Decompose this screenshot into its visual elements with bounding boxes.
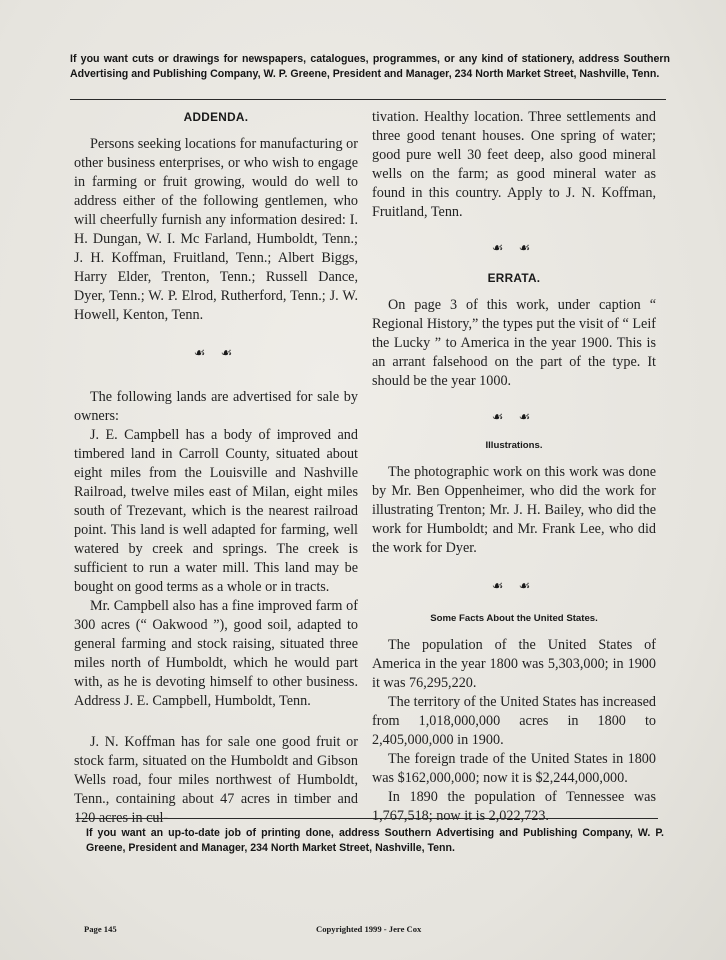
right-column	[372, 108, 656, 826]
ornament-divider: ☙ ☙	[491, 578, 537, 593]
campbell-land-paragraph: J. E. Campbell has a body of improved and timbered land in Carroll County, situated about eight miles from the Louisville and Nashville Railroad, twelve miles east of Milan, eight miles south of Trezevant, which is the nearest railroad point. This land is well adapted for farming, well watered by creek and springs. The creek is sufficient to run a water mill. This land may be bought on good terms as a whole or in tracts.	[74, 427, 358, 595]
koffman-farm-paragraph: J. N. Koffman has for sale one good fruit or stock farm, situated on the Humboldt and Gibson Wells road, four miles northwest of Humboldt, Tenn., containing about 47 acres in timber and 120 acres in cul-	[74, 734, 358, 826]
us-facts-heading: Some Facts About the United States.	[430, 613, 598, 624]
page-number: Page 145	[84, 924, 117, 934]
errata-paragraph: On page 3 of this work, under caption “ Regional History,” the types put the visit of “ Leif the Lucky ” to America in the year 1900. This is an arrant falsehood on the part of the type. It should be the year 1000.	[372, 297, 656, 389]
copyright-notice: Copyrighted 1999 - Jere Cox	[316, 924, 422, 934]
left-column	[74, 108, 358, 828]
bottom-advertisement: If you want an up-to-date job of printing done, address Southern Advertising and Publishing Company, W. P. Greene, President and Manager, 234 North Market Street, Nashville, Tenn.	[86, 827, 664, 854]
ornament-divider: ☙ ☙	[491, 240, 537, 255]
bottom-divider	[76, 818, 658, 819]
addenda-paragraph: Persons seeking locations for manufacturing or other business enterprises, or who wish to engage in farming or fruit growing, would do well to address either of the following gentlemen, who will cheerfully furnish any information desired: I. H. Dungan, W. I. Mc Farland, Humboldt, Tenn.; J. H. Koffman, Fruitland, Tenn.; Albert Biggs, Harry Elder, Trenton, Tenn.; Russell Dance, Dyer, Tenn.; W. P. Elrod, Rutherford, Tenn.; J. W. Howell, Kenton, Tenn.	[74, 136, 358, 323]
top-advertisement: If you want cuts or drawings for newspapers, catalogues, programmes, or any kind of stationery, address Southern Advertising and Publishing Company, W. P. Greene, President and Manager, 234 North Market Street, Nashville, Tenn.	[70, 53, 670, 80]
errata-heading: ERRATA.	[487, 271, 541, 285]
lands-intro-paragraph: The following lands are advertised for sale by owners:	[74, 389, 358, 424]
ornament-divider: ☙ ☙	[193, 345, 239, 360]
campbell-farm-paragraph: Mr. Campbell also has a fine improved farm of 300 acres (“ Oakwood ”), good soil, adapted to general farming and stock raising, situated three miles north of Humboldt, which he would part with, as he is devoting himself to other business. Address J. E. Campbell, Humboldt, Tenn.	[74, 598, 358, 709]
top-divider	[70, 99, 666, 100]
addenda-heading: ADDENDA.	[183, 110, 249, 124]
tennessee-population-paragraph: In 1890 the population of Tennessee was 1,767,518; now it is 2,022,723.	[372, 789, 656, 824]
illustrations-heading: Illustrations.	[485, 440, 543, 451]
us-trade-paragraph: The foreign trade of the United States in 1800 was $162,000,000; now it is $2,244,000,000.	[372, 751, 656, 786]
us-population-paragraph: The population of the United States of America in the year 1800 was 5,303,000; in 1900 it was 76,295,220.	[372, 637, 656, 691]
ornament-divider: ☙ ☙	[491, 409, 537, 424]
us-territory-paragraph: The territory of the United States has increased from 1,018,000,000 acres in 1800 to 2,405,000,000 in 1900.	[372, 694, 656, 748]
illustrations-paragraph: The photographic work on this work was done by Mr. Ben Oppenheimer, who did the work for illustrating Trenton; Mr. J. H. Bailey, who did the work for Humboldt; and Mr. Frank Lee, who did the work for Dyer.	[372, 464, 656, 556]
koffman-continuation-paragraph: tivation. Healthy location. Three settlements and three good tenant houses. One spring of water; good pure well 30 feet deep, also good mineral wells on the farm; as good mineral water as found in this country. Apply to J. N. Koffman, Fruitland, Tenn.	[372, 109, 656, 220]
